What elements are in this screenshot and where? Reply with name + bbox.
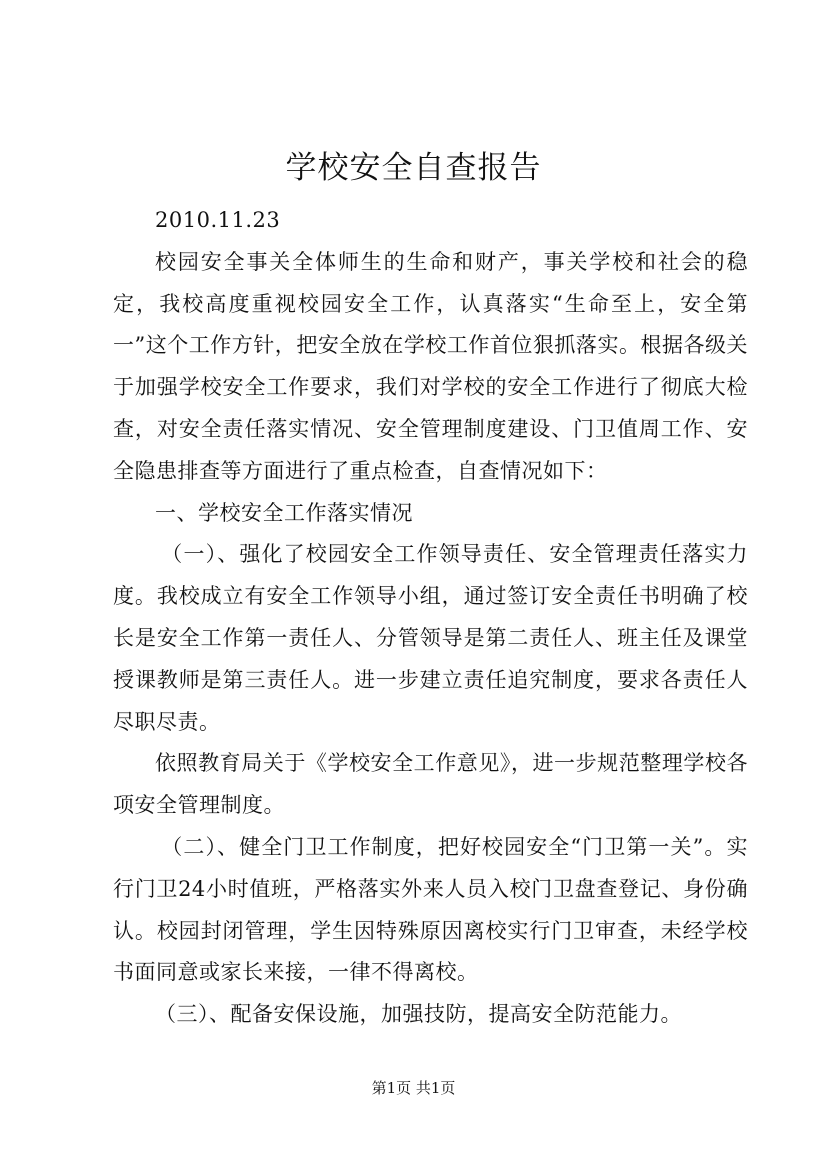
- paragraph-item-3: （三）、配备安保设施，加强技防，提高安全防范能力。: [155, 1002, 682, 1027]
- document-date: 2010.11.23: [155, 208, 281, 232]
- paragraph-item-1: （一）、强化了校园安全工作领导责任、安全管理责任落实力度。我校成立有安全工作领导小组，通过签订安全责任书明确了校长是安全工作第一责任人、分管领导是第二责任人、班主任及课堂授课教师是第三责任人。进一步建立责任追究制度，要求各责任人尽职尽责。: [113, 542, 748, 734]
- document-title: 学校安全自查报告: [285, 150, 542, 186]
- document-body: [113, 200, 748, 1036]
- paragraph-intro: 校园安全事关全体师生的生命和财产，事关学校和社会的稳定，我校高度重视校园安全工作，认真落实“生命至上，安全第一”这个工作方针，把安全放在学校工作首位狠抓落实。根据各级关于加强学校安全工作要求，我们对学校的安全工作进行了彻底大检查，对安全责任落实情况、安全管理制度建设、门卫值周工作、安全隐患排查等方面进行了重点检查，自查情况如下：: [113, 249, 748, 483]
- section-heading-1: 一、学校安全工作落实情况: [155, 500, 413, 525]
- page-footer: 第1页 共1页: [371, 1079, 456, 1097]
- paragraph-item-2: （二）、健全门卫工作制度，把好校园安全“门卫第一关”。实行门卫24小时值班，严格落实外来人员入校门卫盘查登记、身份确认。校园封闭管理，学生因特殊原因离校实行门卫审查，未经学校书面同意或家长来接，一律不得离校。: [113, 834, 748, 985]
- paragraph-regulations: 依照教育局关于《学校安全工作意见》，进一步规范整理学校各项安全管理制度。: [113, 751, 748, 818]
